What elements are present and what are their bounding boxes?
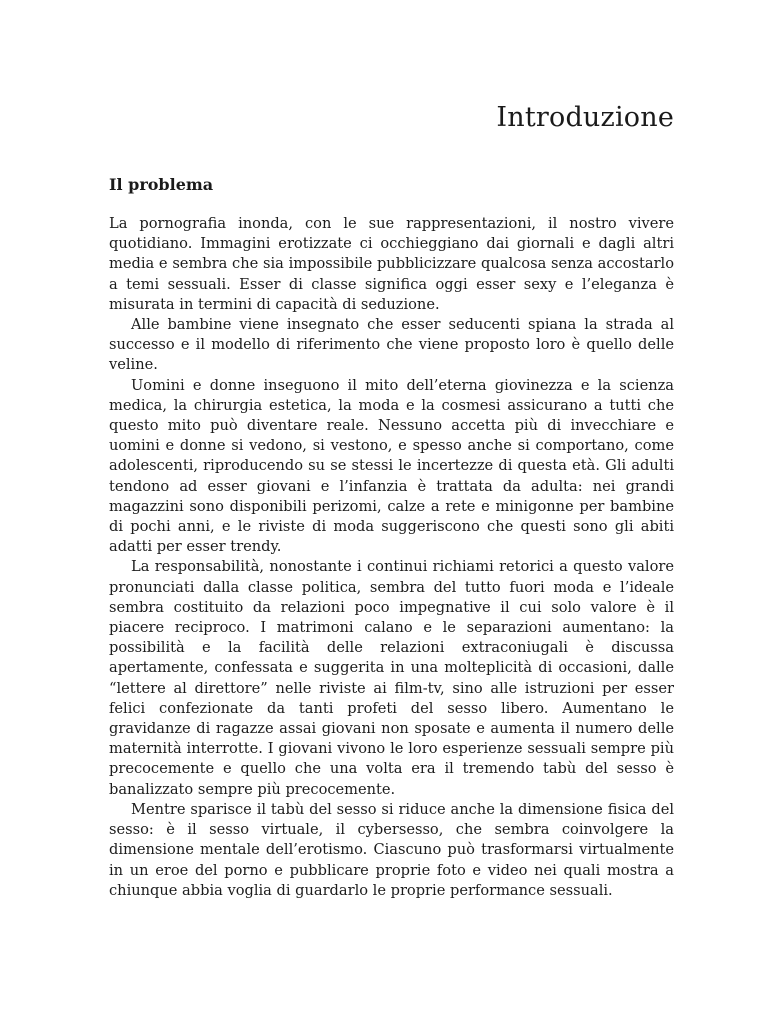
body-text	[109, 214, 674, 901]
paragraph: Alle bambine viene insegnato che esser seducenti spiana la strada al successo e il modello di riferimento che viene proposto loro è quello delle veline.	[109, 316, 674, 374]
paragraph: La responsabilità, nonostante i continui richiami retorici a questo valore pronunciati dalla classe politica, sembra del tutto fuori moda e l’ideale sembra costituito da relazioni poco impegnative il cui solo valore è il piacere reciproco. I matrimoni calano e le separazioni aumentano: la possibilità e la facilità delle relazioni extraconiugali è discussa apertamente, confessata e suggerita in una molteplicità di occasioni, dalle “lettere al direttore” nelle riviste ai film-tv, sino alle istruzioni per esser felici confezionate da tanti profeti del sesso libero. Aumentano le gravidanze di ragazze assai giovani non sposate e aumenta il numero delle maternità interrotte. I giovani vivono le loro esperienze sessuali sempre più precocemente e quello che una volta era il tremendo tabù del sesso è banalizzato sempre più precocemente.	[109, 558, 674, 798]
section-heading: Il problema	[109, 175, 214, 194]
paragraph: Uomini e donne inseguono il mito dell’eterna giovinezza e la scienza medica, la chirurgia estetica, la moda e la cosmesi assicurano a tutti che questo mito può diventare reale. Nessuno accetta più di invecchiare e uomini e donne si vedono, si vestono, e spesso anche si comportano, come adolescenti, riproducendo su se stessi le incertezze di questa età. Gli adulti tendono ad esser giovani e l’infanzia è trattata da adulta: nei grandi magazzini sono disponibili perizomi, calze a rete e minigonne per bambine di pochi anni, e le riviste di moda suggeriscono che questi sono gli abiti adatti per esser trendy.	[109, 376, 674, 556]
chapter-title: Introduzione	[496, 102, 674, 133]
paragraph: La pornografia inonda, con le sue rappresentazioni, il nostro vivere quotidiano. Immagini erotizzate ci occhieggiano dai giornali e dagli altri media e sembra che sia impossibile pubblicizzare qualcosa senza accostarlo a temi sessuali. Esser di classe significa oggi esser sexy e l’eleganza è misurata in termini di capacità di seduzione.	[109, 215, 674, 313]
paragraph: Mentre sparisce il tabù del sesso si riduce anche la dimensione fisica del sesso: è il sesso virtuale, il cybersesso, che sembra coinvolgere la dimensione mentale dell’erotismo. Ciascuno può trasformarsi virtualmente in un eroe del porno e pubblicare proprie foto e video nei quali mostra a chiunque abbia voglia di guardarlo le proprie performance sessuali.	[109, 800, 674, 899]
